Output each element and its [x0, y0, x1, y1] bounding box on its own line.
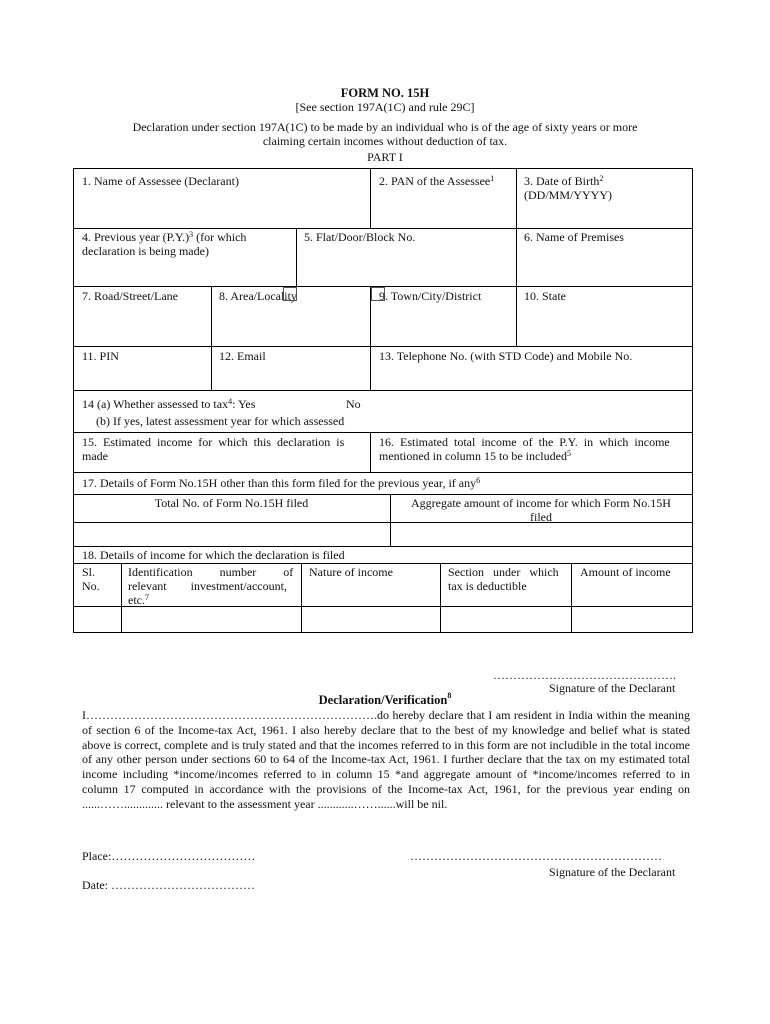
field-estimated-income: 15. Estimated income for which this declaration is made	[82, 435, 345, 463]
column-aggregate-amount: Aggregate amount of income for which Form No.15H filed	[411, 496, 671, 524]
table-vline	[211, 346, 212, 390]
table-vline	[370, 346, 371, 390]
table-line-row10	[73, 563, 693, 564]
field-state: 10. State	[524, 289, 566, 303]
table-vline	[440, 563, 441, 632]
table-vline	[516, 228, 517, 286]
place-field: Place:………………………………	[82, 849, 256, 863]
table-vline	[370, 432, 371, 472]
field-income-details: 18. Details of income for which the declaration is filed	[82, 548, 345, 562]
column-serial-no: Sl. No.	[82, 565, 100, 593]
declaration-body: I……………………………………………………………….do hereby declare that I am resident in India within the meaning of section 6 of the Income-tax Act, 1961. I also hereby declare that to the best of my knowledge and belief what is stated above is correct, complete and is truly stated and that the incomes referred to in this form are not includible in the total income of any other person under sections 60 to 64 of the Income-tax Act, 1961. I further declare that the tax on my estimated total income including *income/incomes referred to in column 15 *and aggregate amount of *income/incomes referred to in column 17 computed in accordance with the provisions of the Income-tax Act, 1961, for the previous year ending on ......……............. relevant to the assessment year ............……......will be nil.	[82, 708, 690, 811]
form-title: FORM NO. 15H	[340, 86, 430, 100]
table-line-row6	[73, 472, 693, 473]
field-pan: 2. PAN of the Assessee$^1$	[379, 174, 495, 188]
field-pin: 11. PIN	[82, 349, 119, 363]
table-vline	[296, 228, 297, 286]
signature-dots-bottom: ………………………………………………………	[410, 849, 662, 863]
table-vline	[516, 168, 517, 228]
table-line-row7	[73, 494, 693, 495]
column-section-deductible: Section under which tax is deductible	[448, 565, 559, 593]
field-town-city-district: 9. Town/City/District	[379, 289, 482, 303]
field-area-locality: 8. Area/Locality	[219, 289, 297, 303]
form-description-line1: Declaration under section 197A(1C) to be made by an individual who is of the age of sixty years or more	[132, 120, 638, 134]
field-road-street-lane: 7. Road/Street/Lane	[82, 289, 178, 303]
field-name-of-premises: 6. Name of Premises	[524, 230, 624, 244]
signature-label-top: Signature of the Declarant	[549, 681, 676, 695]
table-vline	[301, 563, 302, 632]
declaration-title: Declaration/Verification$^8$	[318, 691, 452, 707]
table-line-row4	[73, 390, 693, 391]
form-description-line2: claiming certain incomes without deduction of tax.	[262, 134, 508, 148]
column-nature-of-income: Nature of income	[309, 565, 393, 579]
field-estimated-total-income: 16. Estimated total income of the P.Y. in which income mentioned in column 15 to be included$^5$	[379, 435, 670, 463]
section-reference: [See section 197A(1C) and rule 29C]	[295, 100, 475, 114]
field-email: 12. Email	[219, 349, 266, 363]
field-name-of-assessee: 1. Name of Assessee (Declarant)	[82, 174, 239, 188]
table-line-row5	[73, 432, 693, 433]
column-total-forms-filed: Total No. of Form No.15H filed	[154, 496, 309, 510]
table-line-bottom	[73, 632, 693, 633]
table-vline	[121, 563, 122, 632]
field-flat-door-block: 5. Flat/Door/Block No.	[304, 230, 416, 244]
field-form15h-details: 17. Details of Form No.15H other than this form filed for the previous year, if any$^6$	[82, 476, 481, 490]
column-identification-number: Identification number of relevant investment/account, etc.$^7$	[128, 565, 294, 607]
date-field: Date: ………………………………	[82, 878, 255, 892]
table-vline	[516, 286, 517, 346]
field-assessed-to-tax: 14 (a) Whether assessed to tax$^4$: Yes	[82, 397, 256, 411]
table-line-row3	[73, 346, 693, 347]
table-line-row9	[73, 546, 693, 547]
table-vline	[571, 563, 572, 632]
field-assessed-to-tax-no: No	[346, 397, 361, 411]
part-heading: PART I	[367, 150, 403, 164]
field-previous-year: 4. Previous year $(P.Y.)^3$ (for which declaration is being made)	[82, 230, 247, 258]
table-line-top	[73, 168, 693, 169]
signature-label-bottom: Signature of the Declarant	[549, 865, 676, 879]
field-date-of-birth: 3. Date of Birth$^2$ (DD/MM/YYYY)	[524, 174, 612, 202]
table-vline	[370, 168, 371, 228]
signature-dots-top: ……………………………………….	[493, 668, 676, 682]
table-line-row1	[73, 228, 693, 229]
table-vline	[211, 286, 212, 346]
field-telephone-mobile: 13. Telephone No. (with STD Code) and Mobile No.	[379, 349, 633, 363]
field-latest-assessment-year: (b) If yes, latest assessment year for which assessed	[96, 414, 345, 428]
column-amount-of-income: Amount of income	[580, 565, 671, 579]
